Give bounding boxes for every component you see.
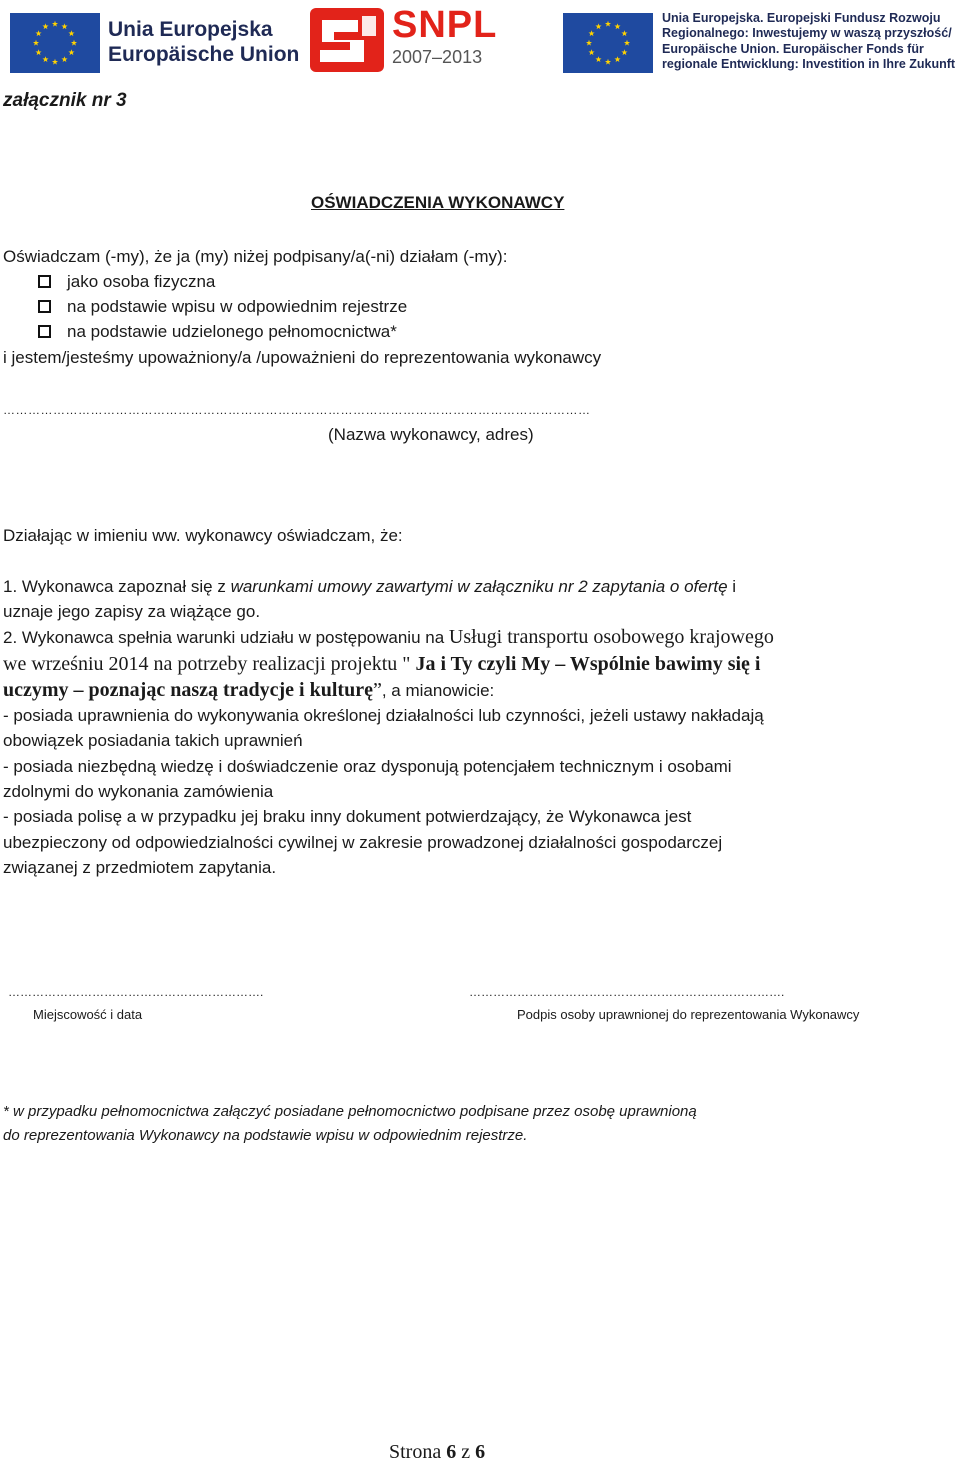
footnote-line1: * w przypadku pełnomocnictwa załączyć posiadane pełnomocnictwo podpisane przez osobę uprawnioną — [3, 1103, 697, 1120]
option-item — [38, 294, 407, 319]
eu-right-line1: Unia Europejska. Europejski Fundusz Rozwoju — [662, 11, 941, 25]
snpl-text: SNPL — [392, 4, 498, 46]
closing-quote: ” — [372, 679, 382, 701]
page-number — [389, 1441, 485, 1464]
signature-caption: Podpis osoby uprawnionej do reprezentowania Wykonawcy — [517, 1007, 860, 1022]
project-name: Ja i Ty czyli My – Wspólnie bawimy się i — [415, 653, 761, 675]
footnote-line2: do reprezentowania Wykonawcy na podstawie wpisu w odpowiednim rejestrze. — [3, 1127, 528, 1144]
eu-flag-icon — [563, 13, 653, 73]
condition-line: - posiada niezbędną wiedzę i doświadczenie oraz dysponują potencjałem technicznym i osobami — [3, 757, 732, 776]
option-label: na podstawie wpisu w odpowiednim rejestrze — [67, 297, 408, 316]
condition-line: obowiązek posiadania takich uprawnień — [3, 731, 303, 750]
signature-dots: ……………………………………………………………………. — [469, 985, 785, 999]
point-2-line2 — [3, 651, 760, 677]
point-1-line2: uznaje jego zapisy za wiążące go. — [3, 602, 261, 621]
page-title: OŚWIADCZENIA WYKONAWCY — [311, 193, 565, 212]
eu-right-line2: Regionalnego: Inwestujemy w waszą przyszłość/ — [662, 26, 952, 40]
point-1-italic: warunkami umowy zawartymi w załączniku nr 2 zapytania o ofertę — [230, 577, 728, 596]
checkbox-icon — [38, 300, 51, 313]
point-1-text-end: i — [727, 577, 737, 596]
checkbox-icon — [38, 275, 51, 288]
eu-left-line2: Europäische Union — [108, 43, 300, 66]
page-number-middle: z — [456, 1441, 476, 1463]
point-1-text: 1. Wykonawca zapoznał się z — [3, 577, 231, 596]
option-item — [38, 319, 397, 344]
option-label: jako osoba fizyczna — [67, 272, 216, 291]
condition-line: - posiada uprawnienia do wykonywania określonej działalności lub czynności, jeżeli ustawy nakładają — [3, 706, 764, 725]
service-name: Usługi transportu osobowego krajowego — [448, 626, 774, 648]
project-name-cont: uczymy – poznając naszą tradycje i kulturę — [3, 679, 373, 701]
condition-line: zdolnymi do wykonania zamówienia — [3, 782, 274, 801]
page-number-total: 6 — [475, 1441, 486, 1463]
place-date-caption: Miejscowość i data — [33, 1007, 143, 1022]
name-caption: (Nazwa wykonawcy, adres) — [328, 425, 534, 444]
acting-text: Działając w imieniu ww. wykonawcy oświadczam, że: — [3, 526, 403, 545]
point-2-line1 — [3, 625, 774, 650]
eu-right-line4: regionale Entwicklung: Investition in Ihre Zukunft — [662, 57, 956, 71]
snpl-years: 2007–2013 — [392, 47, 483, 67]
eu-left-line1: Unia Europejska — [108, 18, 273, 41]
attachment-label: załącznik nr 3 — [3, 90, 127, 111]
authorization-text: i jestem/jesteśmy upoważniony/a /upoważnieni do reprezentowania wykonawcy — [3, 348, 602, 367]
point-2-line3 — [3, 677, 494, 705]
snpl-puzzle-icon — [308, 6, 386, 74]
point-2-tail: , a mianowicie: — [381, 681, 495, 700]
page-number-prefix: Strona — [389, 1441, 447, 1463]
place-date-dots: ………………………………………………………. — [8, 985, 264, 999]
page-number-current: 6 — [446, 1441, 457, 1463]
checkbox-icon — [38, 325, 51, 338]
condition-line: związanej z przedmiotem zapytania. — [3, 858, 277, 877]
condition-line: - posiada polisę a w przypadku jej braku inny dokument potwierdzający, że Wykonawca jest — [3, 807, 692, 826]
option-item — [38, 269, 215, 294]
condition-line: ubezpieczony od odpowiedzialności cywilnej w zakresie prowadzonej działalności gospodarczej — [3, 833, 723, 852]
intro-text: Oświadczam (-my), że ja (my) niżej podpisany/a(-ni) działam (-my): — [3, 247, 508, 266]
point-1 — [3, 574, 736, 599]
eu-flag-icon — [10, 13, 100, 73]
project-intro: we wrześniu 2014 na potrzeby realizacji projektu " — [3, 653, 416, 675]
point-2-text: 2. Wykonawca spełnia warunki udziału w postępowaniu na — [3, 628, 449, 647]
name-dots-line: …………………………………………………………………………………………………………………………… — [3, 403, 591, 417]
option-label: na podstawie udzielonego pełnomocnictwa* — [67, 322, 397, 341]
eu-right-line3: Europäische Union. Europäischer Fonds für — [662, 42, 924, 56]
